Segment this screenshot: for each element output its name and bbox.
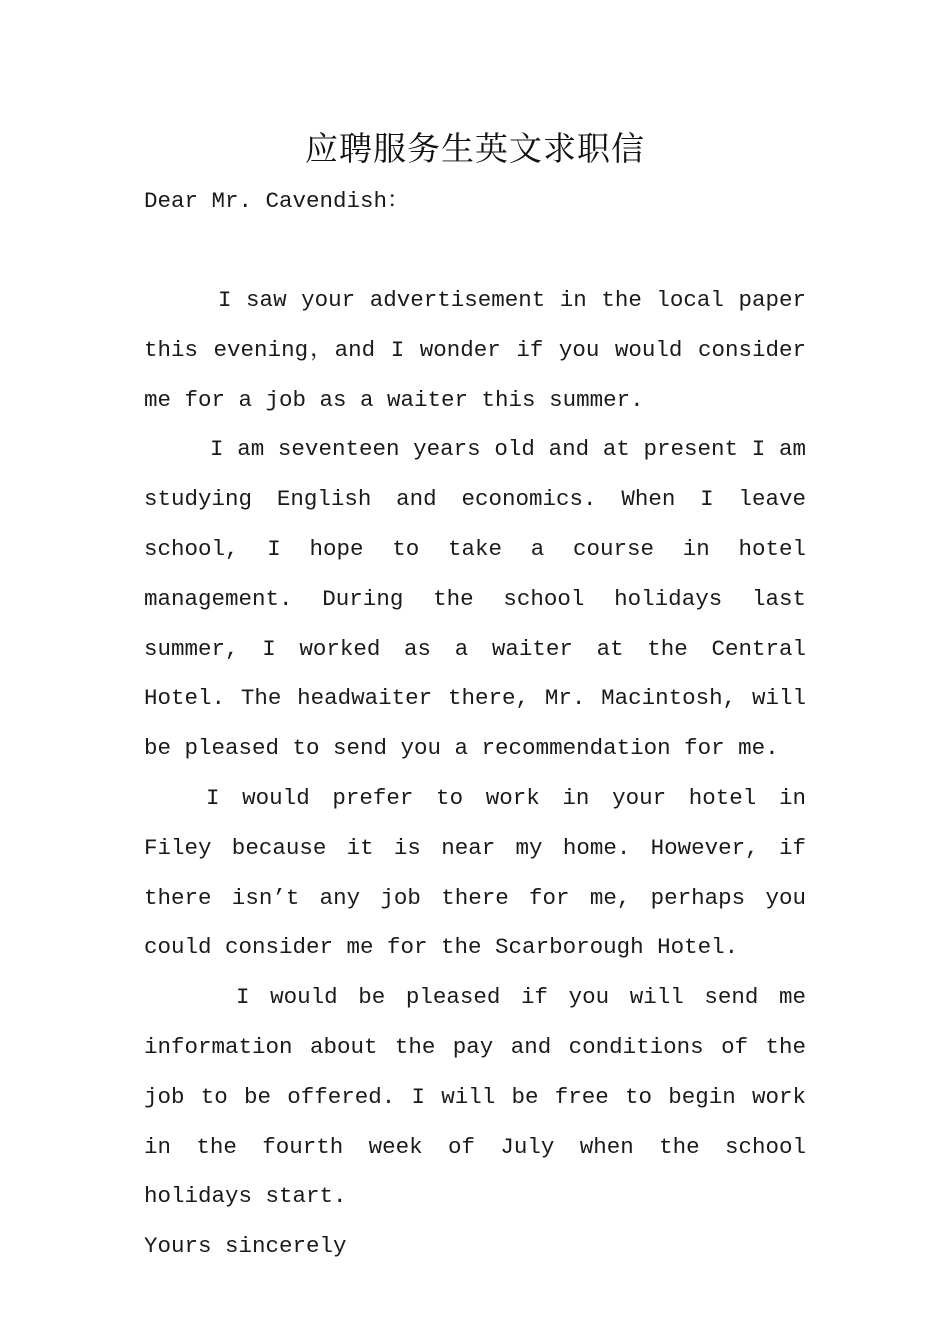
salutation: Dear Mr. Cavendish： bbox=[144, 188, 410, 214]
paragraph-1: I saw your advertisement in the local paper this evening，and I wonder if you would consider me for a job as a waiter this summer. bbox=[144, 287, 806, 413]
paragraph-4: I would be pleased if you will send me information about the pay and conditions of the job to be offered. I will be free to begin work in the fourth week of July when the school holidays start. bbox=[144, 984, 806, 1210]
document-title: 应聘服务生英文求职信 bbox=[305, 129, 645, 168]
paragraph-3: I would prefer to work in your hotel in Filey because it is near my home. However, if there isn’t any job there for me, perhaps you could consider me for the Scarborough Hotel. bbox=[144, 784, 806, 961]
paragraph-2: I am seventeen years old and at present I am studying English and economics. When I leave school, I hope to take a course in hotel management. During the school holidays last summer, I worked as a waiter at the Central Hotel. The headwaiter there, Mr. Macintosh, will be pleased to send you a recommendation for me. bbox=[144, 436, 806, 762]
letter-body bbox=[144, 176, 806, 1272]
blank-line bbox=[144, 226, 806, 276]
closing: Yours sincerely bbox=[144, 1233, 347, 1260]
